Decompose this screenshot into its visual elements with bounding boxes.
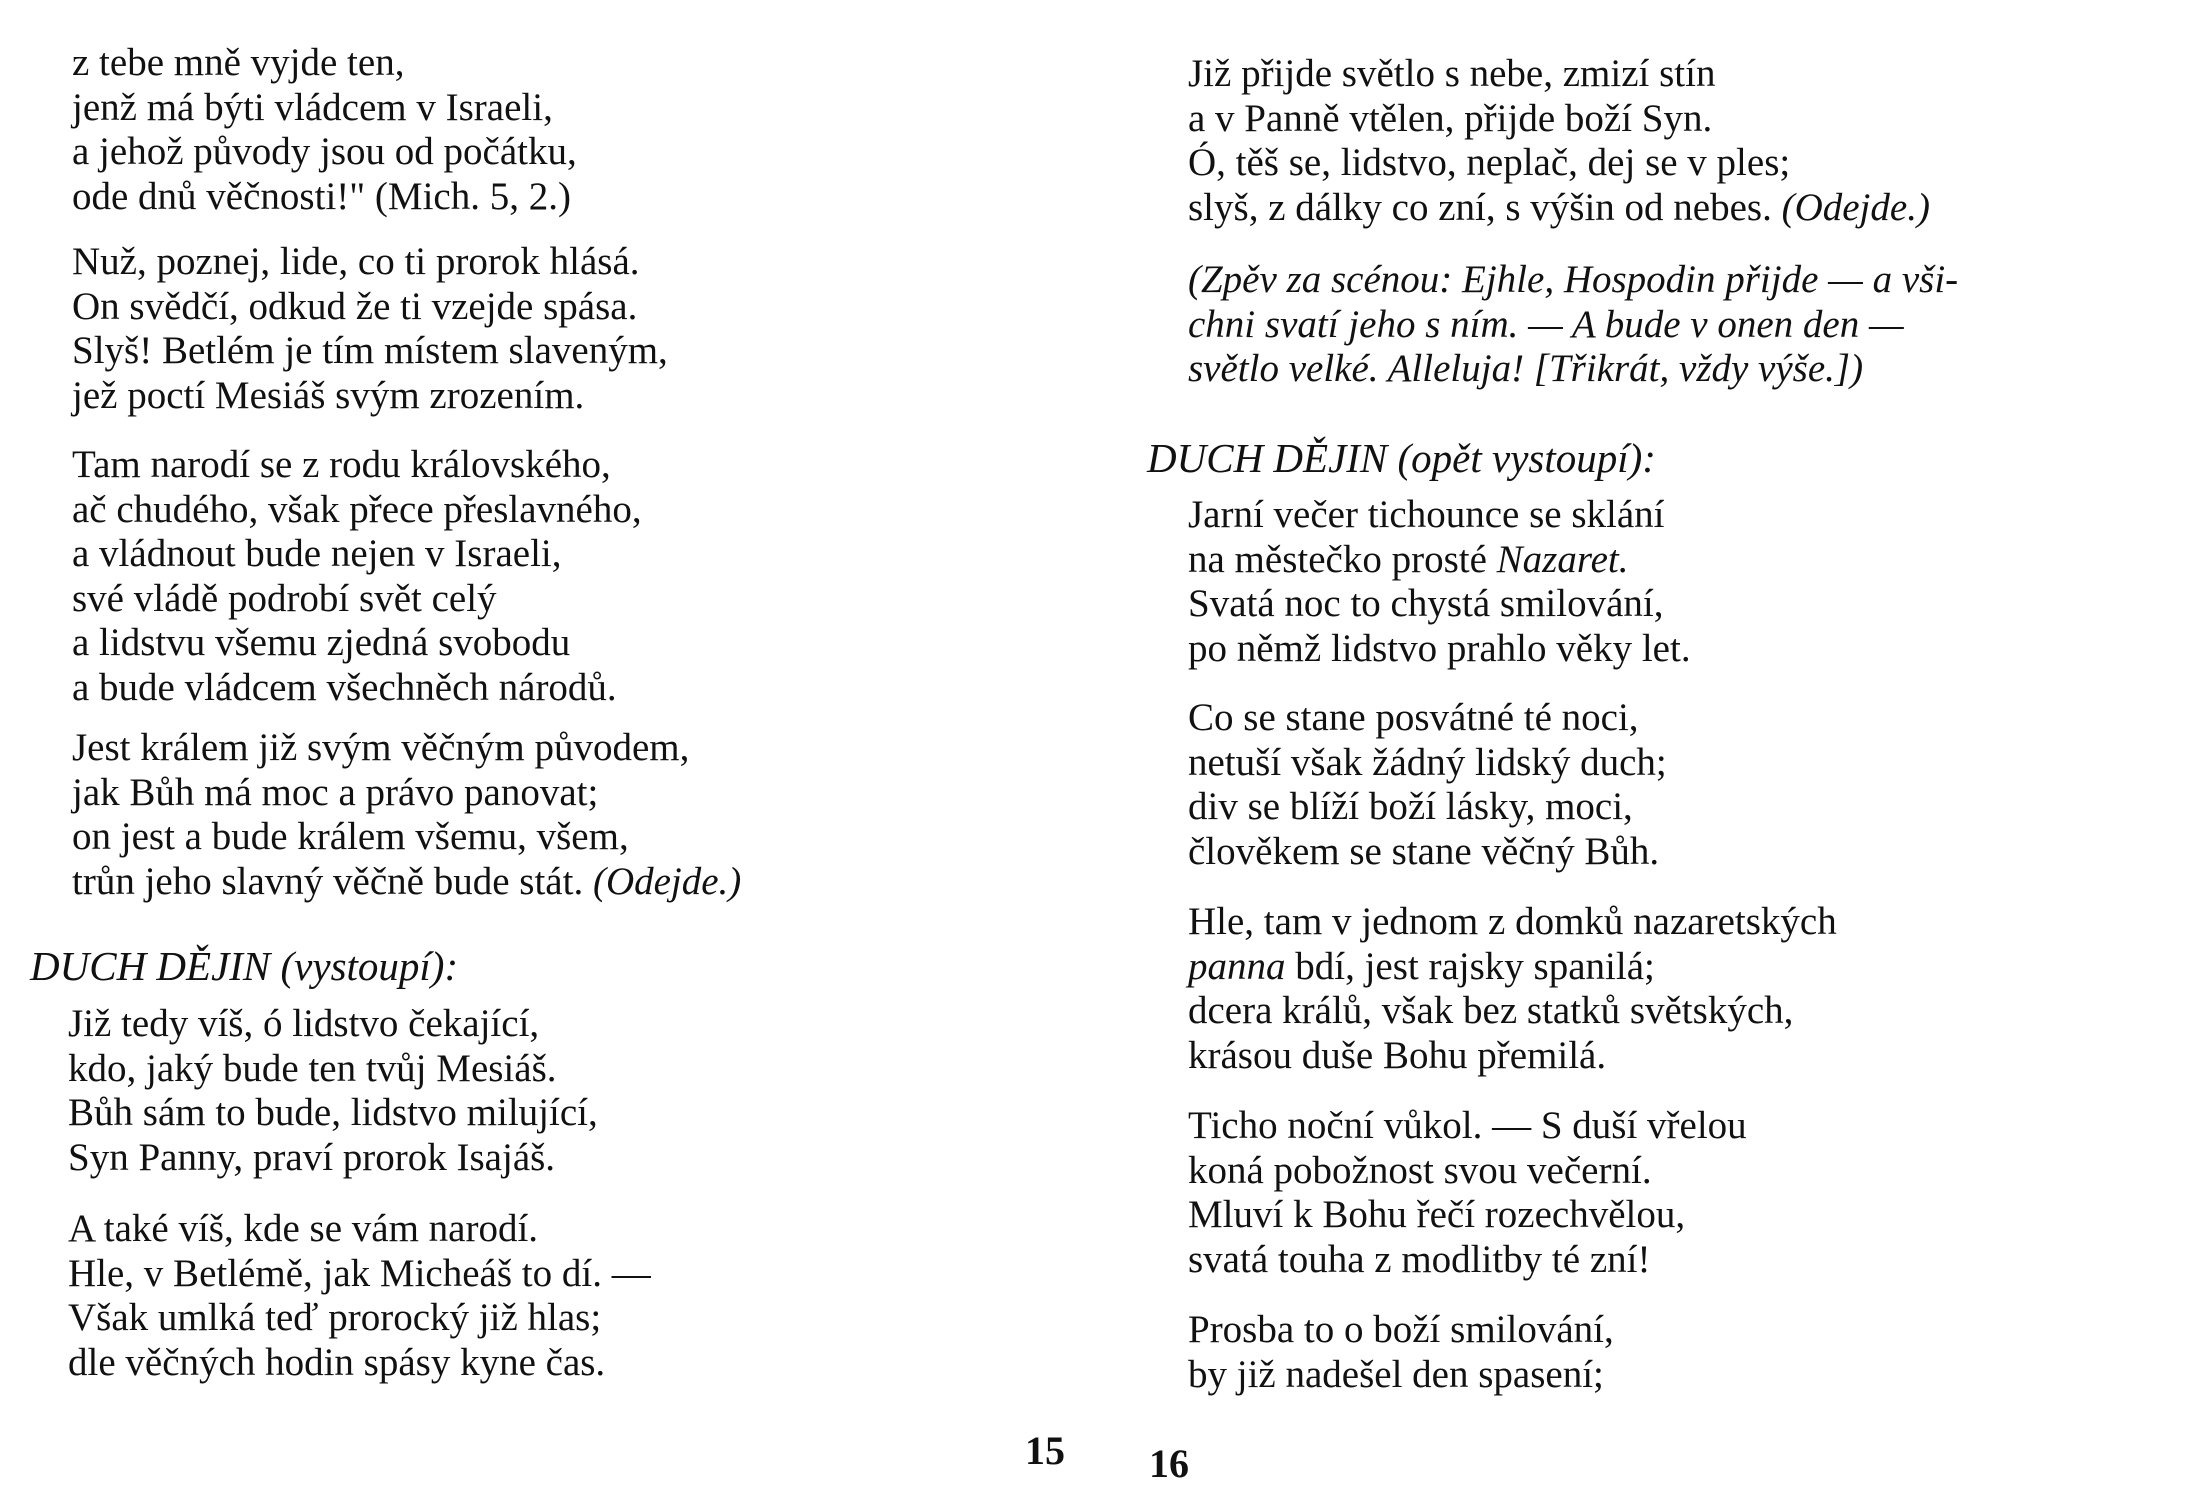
stanza	[72, 443, 642, 710]
verse-line: Syn Panny, praví prorok Isajáš.	[68, 1135, 556, 1179]
verse-text: na městečko prosté	[1188, 537, 1487, 581]
verse-line: on jest a bude králem všemu, všem,	[72, 815, 629, 858]
verse-line: On svědčí, odkud že ti vzejde spása.	[72, 284, 638, 328]
verse-line	[1188, 186, 1930, 231]
verse-text: slyš, z dálky co zní, s výšin od nebes.	[1188, 185, 1772, 229]
verse-line: jak Bůh má moc a právo panovat;	[72, 770, 599, 814]
page-number: 16	[1149, 1441, 1189, 1486]
page-number: 15	[1025, 1428, 1065, 1473]
verse-line: jenž má býti vládcem v Israeli,	[72, 85, 553, 129]
verse-text: trůn jeho slavný věčně bude stát.	[72, 859, 584, 903]
verse-line: Hle, v Betlémě, jak Micheáš to dí. —	[68, 1251, 651, 1295]
verse-line: Bůh sám to bude, lidstvo milující,	[68, 1091, 598, 1134]
verse-line: Jarní večer tichounce se sklání	[1188, 493, 1665, 536]
verse-line: Prosba to o boží smilování,	[1188, 1308, 1614, 1351]
verse-line: Slyš! Betlém je tím místem slaveným,	[72, 329, 668, 372]
emphasis: panna	[1188, 944, 1286, 988]
verse-line	[1188, 538, 1691, 583]
verse-line: svatá touha z modlitby té zní!	[1188, 1237, 1651, 1281]
verse-line: ode dnů věčnosti!" (Mich. 5, 2.)	[72, 174, 571, 218]
verse-line	[1188, 945, 1837, 990]
verse-line: Mluví k Bohu řečí rozechvělou,	[1188, 1193, 1686, 1236]
verse-line: a v Panně vtělen, přijde boží Syn.	[1188, 96, 1713, 140]
verse-line: člověkem se stane věčný Bůh.	[1188, 829, 1660, 873]
verse-line: a lidstvu všemu zjedná svobodu	[72, 621, 571, 664]
stanza	[68, 1002, 598, 1180]
stanza	[1188, 1104, 1747, 1282]
verse-line: kdo, jaký bude ten tvůj Mesiáš.	[68, 1046, 557, 1090]
stage-direction: (Odejde.)	[1781, 185, 1930, 229]
speaker-heading: DUCH DĚJIN (vystoupí):	[30, 943, 459, 989]
verse-line: a bude vládcem všechněch národů.	[72, 665, 617, 709]
verse-line: Však umlká teď prorocký již hlas;	[68, 1296, 602, 1339]
verse-line: A také víš, kde se vám narodí.	[68, 1207, 539, 1250]
stage-direction-block	[1188, 258, 1958, 392]
emphasis: Nazaret.	[1496, 537, 1629, 581]
stanza	[1188, 900, 1837, 1078]
verse-line: Nuž, poznej, lide, co ti prorok hlásá.	[72, 240, 640, 283]
verse-line: netuší však žádný lidský duch;	[1188, 740, 1667, 784]
verse-line: z tebe mně vyjde ten,	[72, 41, 405, 84]
verse-line: div se blíží boží lásky, moci,	[1188, 785, 1633, 828]
speaker-name: DUCH DĚJIN	[1147, 435, 1388, 481]
speaker-heading	[1147, 436, 1656, 480]
speaker-note: (opět vystoupí):	[1397, 435, 1656, 481]
verse-line: a vládnout bude nejen v Israeli,	[72, 532, 562, 575]
stanza	[72, 41, 577, 219]
stanza	[1188, 493, 1691, 671]
verse-line: koná pobožnost svou večerní.	[1188, 1148, 1652, 1192]
verse-line: ač chudého, však přece přeslavného,	[72, 487, 642, 531]
verse-line: Svatá noc to chystá smilování,	[1188, 582, 1664, 625]
stage-direction: (Odejde.)	[592, 859, 742, 903]
stanza	[1188, 52, 1930, 230]
verse-line: by již nadešel den spasení;	[1188, 1352, 1604, 1396]
verse-line: po němž lidstvo prahlo věky let.	[1188, 626, 1691, 670]
stanza	[72, 240, 668, 418]
stanza	[72, 726, 741, 904]
verse-line: Hle, tam v jednom z domků nazaretských	[1188, 900, 1837, 943]
verse-line: své vládě podrobí svět celý	[72, 576, 497, 620]
verse-line: Již přijde světlo s nebe, zmizí stín	[1188, 52, 1716, 95]
verse-line: Ticho noční vůkol. — S duší vřelou	[1188, 1104, 1747, 1147]
verse-line: Ó, těš se, lidstvo, neplač, dej se v ples;	[1188, 141, 1791, 184]
verse-line: Jest králem již svým věčným původem,	[72, 726, 690, 769]
stage-direction-line: (Zpěv za scénou: Ejhle, Hospodin přijde — a vši-	[1188, 258, 1959, 301]
stage-direction-line: chni svatí jeho s ním. — A bude v onen den —	[1188, 302, 1904, 346]
verse-line: a jehož původy jsou od počátku,	[72, 130, 577, 173]
stanza	[1188, 696, 1667, 874]
verse-line: dcera králů, však bez statků světských,	[1188, 989, 1794, 1032]
verse-line	[72, 860, 741, 905]
verse-text: bdí, jest rajsky spanilá;	[1295, 944, 1655, 988]
stage-direction-line: světlo velké. Alleluja! [Třikrát, vždy výše.])	[1188, 347, 1864, 390]
right-page	[1105, 0, 2210, 1500]
verse-line: jež poctí Mesiáš svým zrozením.	[72, 373, 585, 417]
verse-line: Tam narodí se z rodu královského,	[72, 443, 611, 486]
verse-line: dle věčných hodin spásy kyne čas.	[68, 1340, 606, 1384]
verse-line: krásou duše Bohu přemilá.	[1188, 1033, 1607, 1077]
stanza	[1188, 1308, 1614, 1397]
stanza	[68, 1207, 651, 1385]
verse-line: Již tedy víš, ó lidstvo čekající,	[68, 1002, 540, 1045]
verse-line: Co se stane posvátné té noci,	[1188, 696, 1639, 739]
